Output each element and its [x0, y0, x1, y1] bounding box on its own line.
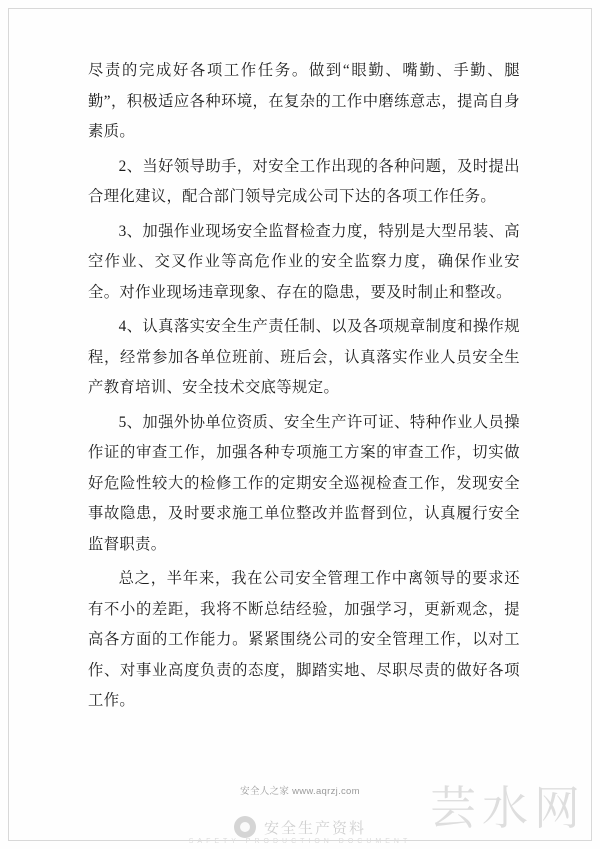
paragraph: 总之，半年来，我在公司安全管理工作中离领导的要求还有不小的差距，我将不断总结经验，加强学习，更新观念，提高各方面的工作能力。紧紧围绕公司的安全管理工作，以对工作、对事业高度负责的态度，脚踏实地、尽职尽责的做好各项工作。: [88, 570, 520, 709]
paragraph: 3、加强作业现场安全监督检查力度，特别是大型吊装、高空作业、交叉作业等高危作业的安全监察力度，确保作业安全。对作业现场违章现象、存在的隐患，要及时制止和整改。: [88, 222, 520, 301]
document-body: [88, 56, 520, 721]
paragraph: 5、加强外协单位资质、安全生产许可证、特种作业人员操作证的审查工作，加强各种专项施工方案的审查工作，切实做好危险性较大的检修工作的定期安全巡视检查工作，发现安全事故隐患，及时要求施工单位整改并监督到位，认真履行安全监督职责。: [88, 413, 520, 553]
watermark-bottom-label: 安全生产资料: [263, 820, 366, 837]
paragraph: 4、认真落实安全生产责任制、以及各项规章制度和操作规程，经常参加各单位班前、班后会，认真落实作业人员安全生产教育培训、安全技术交底等规定。: [88, 318, 520, 396]
paragraph: 尽责的完成好各项工作任务。做到“眼勤、嘴勤、手勤、腿勤”，积极适应各种环境，在复杂的工作中磨练意志，提高自身素质。: [88, 62, 520, 140]
watermark-site-name: 芸水网: [430, 783, 586, 834]
watermark-bottom-subtitle: SAFETY PRODUCTION DOCUMENT: [188, 838, 412, 845]
source-footer: 安全人之家 www.aqrzj.com: [240, 786, 360, 797]
paragraph: 2、当好领导助手，对安全工作出现的各种问题，及时提出合理化建议，配合部门领导完成公司下达的各项工作任务。: [88, 157, 520, 205]
watermark-logo-icon: [234, 816, 256, 838]
